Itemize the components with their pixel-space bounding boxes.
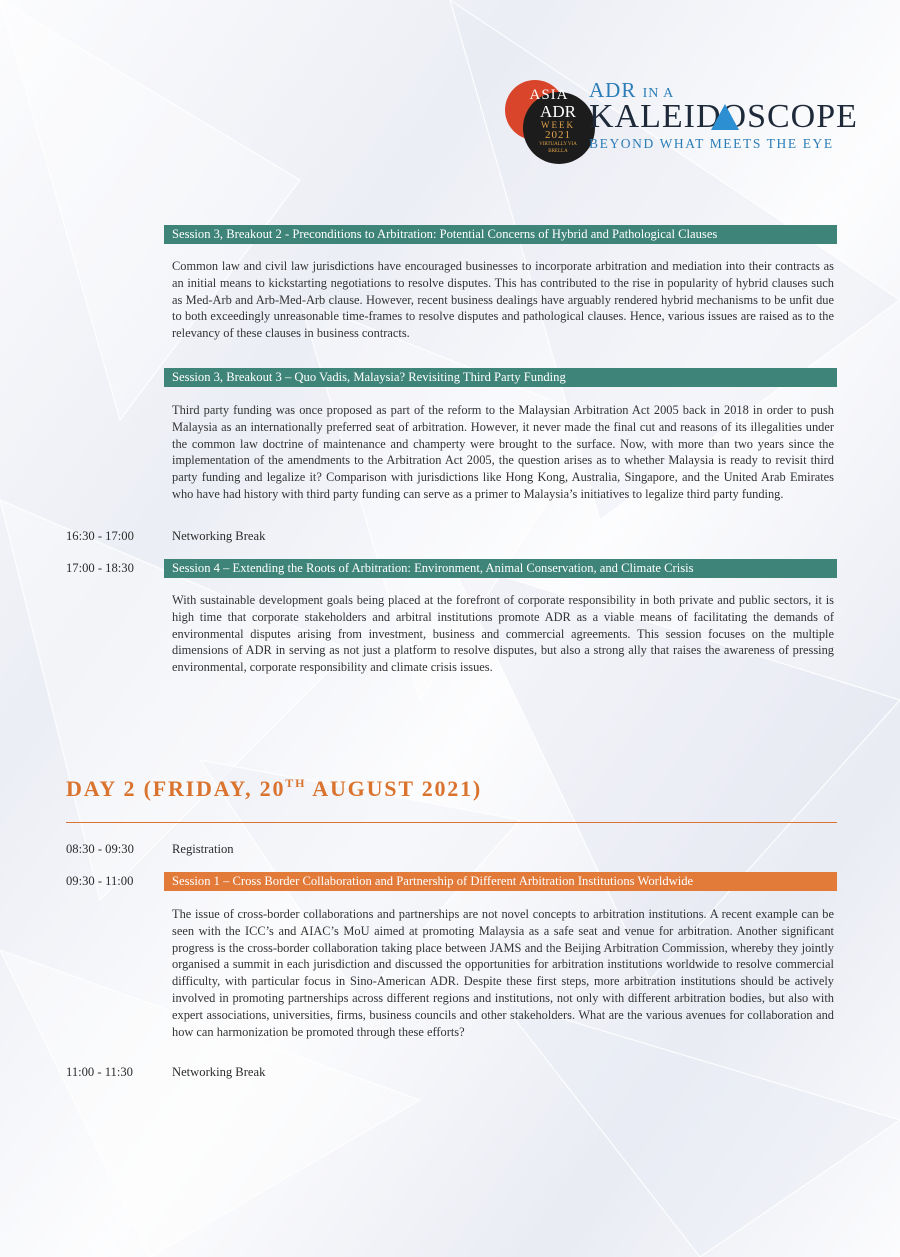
session-description-d2s1: The issue of cross-border collaborations and partnerships are not novel concepts to arbitration institutions. A recent example can be seen with the ICC’s and AIAC’s MoU aimed at promoting Malaysia as a safe seat and venue for arbitration. Another significant progress is the cross-border collaboration taking place between JAMS and the Beijing Arbitration Commission, whereby they jointly organised a summit in each jurisdiction and discussed the opportunities for arbitration institutions worldwide to resolve commercial difficulty, with particular focus in Sino-American ADR. Despite these first steps, more arbitration institutions should be actively involved in promoting partnerships across different regions and institutions, not only with different arbitration bodies, but also with expert associations, universities, firms, business councils and other stakeholders. What are the various avenues for collaboration and how can harmonization be promoted through these efforts? <box>172 907 834 1039</box>
time-networking-break-2: 11:00 - 11:30 <box>66 1065 133 1079</box>
event-logo <box>505 72 858 168</box>
session-header-s4: Session 4 – Extending the Roots of Arbitration: Environment, Animal Conservation, and Climate Crisis <box>164 559 837 578</box>
time-registration: 08:30 - 09:30 <box>66 842 134 856</box>
brand-title-top: ADR IN A <box>589 78 675 102</box>
time-day2-session-1: 09:30 - 11:00 <box>66 874 134 888</box>
networking-break-2: Networking Break <box>172 1065 266 1079</box>
badge-adr: ADR <box>540 102 576 121</box>
brand-tagline: BEYOND WHAT MEETS THE EYE <box>589 136 834 151</box>
kaleidoscope-triangle-icon <box>711 104 739 130</box>
badge-asia: ASIA <box>529 87 569 103</box>
registration: Registration <box>172 842 234 856</box>
session-header-s3b2: Session 3, Breakout 2 - Preconditions to Arbitration: Potential Concerns of Hybrid and Pathological Clauses <box>164 225 837 244</box>
session-header-d2s1: Session 1 – Cross Border Collaboration and Partnership of Different Arbitration Institutions Worldwide <box>164 872 837 891</box>
badge-week: WEEK <box>541 120 575 130</box>
brand-title-main: KALEIDOSCOPE <box>589 98 858 135</box>
time-networking-break-1: 16:30 - 17:00 <box>66 529 134 543</box>
session-description-s3b2: Common law and civil law jurisdictions have encouraged businesses to incorporate arbitration and mediation into their contracts as an initial means to kickstarting negotiations to resolve disputes. This has contributed to the rise in popularity of hybrid clauses such as Med-Arb and Arb-Med-Arb clause. However, recent business dealings have arguably rendered hybrid mechanisms to be unfit due to both exceedingly unreasonable time-frames to resolve disputes and pathological clauses. Hence, various issues are raised as to the relevancy of these clauses in business contracts. <box>172 259 834 341</box>
session-header-s3b3: Session 3, Breakout 3 – Quo Vadis, Malaysia? Revisiting Third Party Funding <box>164 368 837 387</box>
day-2-heading: DAY 2 (FRIDAY, 20TH AUGUST 2021) <box>66 776 483 801</box>
badge-text <box>511 88 587 155</box>
badge-year: 2021 <box>545 129 571 141</box>
session-description-s4: With sustainable development goals being placed at the forefront of corporate responsibility in both private and public sectors, it is high time that corporate stakeholders and arbitral institutions promote ADR as a viable means of facilitating the demands of environmental disputes arising from investment, business and commercial agreements. This session focuses on the multiple dimensions of ADR in serving as not just a platform to resolve disputes, but also a strong ally that raises the awareness of pressing environmental, corporate responsibility and climate crisis issues. <box>172 593 834 675</box>
time-session-4: 17:00 - 18:30 <box>66 561 134 575</box>
session-description-s3b3: Third party funding was once proposed as part of the reform to the Malaysian Arbitration Act 2005 back in 2018 in order to push Malaysia as an internationally preferred seat of arbitration. However, it never made the final cut and reasons of its illegalities under the common law doctrine of maintenance and champerty were brought to the surface. Now, with more than two years since the implementation of the amendments to the Arbitration Act 2005, the question arises as to whether Malaysia is ready to revisit third party funding and legalize it? Comparison with jurisdictions like Hong Kong, Australia, Singapore, and the United Arab Emirates who have had history with third party funding can serve as a primer to Malaysia’s initiatives to legalize third party funding. <box>172 403 834 501</box>
day-2-divider <box>66 822 837 823</box>
badge-virtual: VIRTUALLY VIA BRELLA <box>539 142 577 154</box>
networking-break-1: Networking Break <box>172 529 266 543</box>
